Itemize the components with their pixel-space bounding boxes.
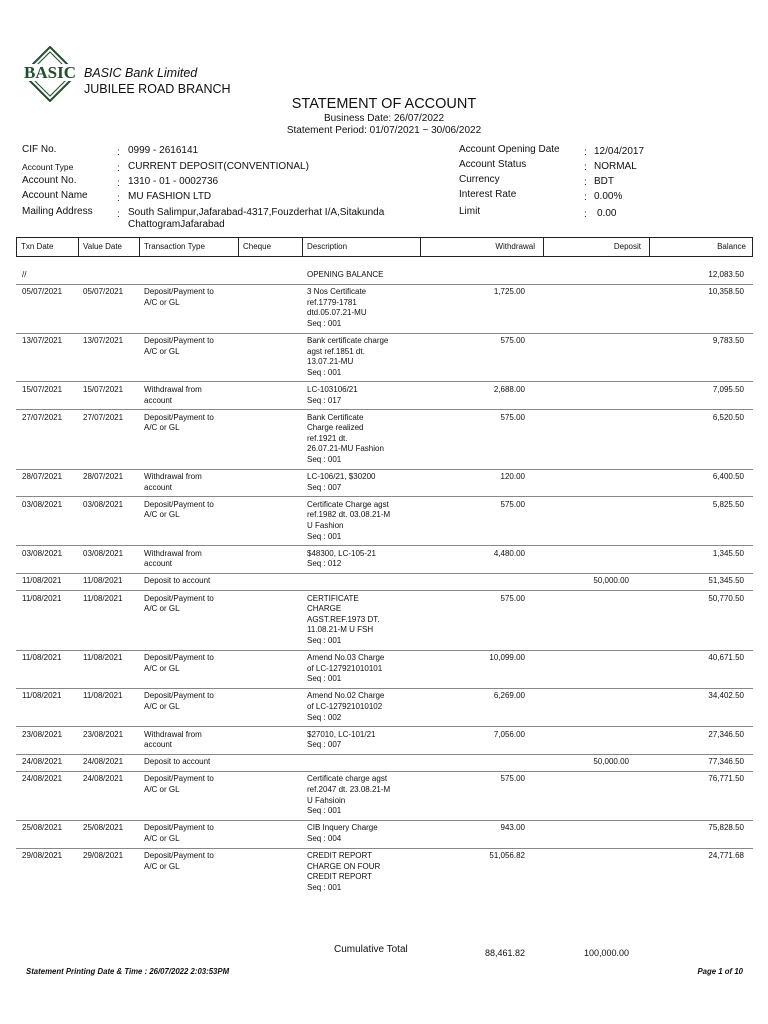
description-cell: CHARGE ON FOUR — [307, 861, 381, 871]
value-date-cell: 11/08/2021 — [83, 576, 123, 586]
account-field-label: Limit — [459, 206, 481, 217]
value-date-cell: 15/07/2021 — [83, 384, 124, 394]
transaction-type-cell: account — [144, 395, 173, 405]
field-separator: : — [117, 209, 120, 220]
description-cell: Seq : 017 — [307, 395, 342, 405]
description-cell: CREDIT REPORT — [307, 851, 373, 860]
description-cell: Bank certificate charge — [307, 336, 389, 345]
withdrawal-cell: 575.00 — [500, 593, 525, 603]
transaction-type-cell: A/C or GL — [144, 861, 180, 871]
field-separator: : — [117, 147, 120, 158]
value-date-cell: 24/08/2021 — [83, 774, 124, 784]
transaction-type-cell: A/C or GL — [144, 833, 180, 843]
withdrawal-cell: 575.00 — [500, 336, 525, 345]
description-cell: Amend No.03 Charge — [307, 653, 385, 662]
description-cell: 13.07.21-MU — [307, 357, 354, 367]
col-header-withdrawal: Withdrawal — [421, 238, 544, 256]
description-cell: Seq : 001 — [307, 806, 342, 816]
bank-name: BASIC Bank Limited — [84, 66, 198, 80]
description-cell: ref.1982 dt. 03.08.21-M — [307, 510, 391, 520]
balance-cell: 75,828.50 — [708, 823, 744, 833]
description-cell: ref.1779-1781 — [307, 297, 357, 307]
balance-cell: 10,358.50 — [708, 287, 744, 297]
account-field-label: Interest Rate — [459, 189, 517, 200]
description-cell: AGST.REF.1973 DT. — [307, 614, 380, 624]
description-cell: Bank Certificate — [307, 412, 364, 422]
description-cell: LC-103106/21 — [307, 384, 358, 394]
description-cell: 11.08.21-M U FSH — [307, 625, 374, 635]
account-field-value-line2: ChattogramJafarabad — [128, 219, 225, 230]
withdrawal-cell: 51,056.82 — [489, 851, 525, 860]
value-date-cell: 28/07/2021 — [83, 472, 124, 482]
withdrawal-cell: 4,480.00 — [493, 548, 525, 558]
value-date-cell: 11/08/2021 — [83, 653, 123, 662]
row-separator — [16, 771, 753, 772]
statement-period: Statement Period: 01/07/2021 ~ 30/06/2022 — [286, 125, 482, 136]
balance-cell: 27,346.50 — [708, 729, 744, 739]
total-withdrawal: 88,461.82 — [484, 948, 525, 958]
transaction-type-cell: account — [144, 559, 173, 569]
field-separator: : — [584, 209, 587, 220]
withdrawal-cell: 575.00 — [500, 774, 525, 784]
row-separator — [16, 496, 753, 497]
balance-cell: 76,771.50 — [708, 774, 744, 784]
logo-text: BASIC — [24, 63, 76, 82]
description-cell: U Fashion — [307, 521, 344, 530]
balance-cell: 1,345.50 — [712, 548, 744, 558]
description-cell: Seq : 012 — [307, 559, 342, 569]
txn-date-cell: 25/08/2021 — [22, 823, 63, 833]
account-field-label: Account Opening Date — [459, 144, 560, 155]
col-header-value-date: Value Date — [79, 238, 140, 256]
balance-cell: 5,825.50 — [712, 499, 744, 509]
transaction-type-cell: A/C or GL — [144, 297, 180, 307]
col-header-deposit: Deposit — [544, 238, 650, 256]
description-cell: U Fahsioin — [307, 795, 346, 805]
description-cell: dtd.05.07.21-MU — [307, 308, 367, 318]
field-separator: : — [117, 193, 120, 204]
balance-cell: 40,671.50 — [708, 653, 744, 662]
withdrawal-cell: 575.00 — [500, 412, 525, 422]
value-date-cell: 03/08/2021 — [83, 548, 124, 558]
txn-date-cell: 29/08/2021 — [22, 851, 63, 860]
description-cell: LC-106/21, $30200 — [307, 472, 376, 482]
field-separator: : — [584, 177, 587, 188]
account-field-value: NORMAL — [594, 161, 637, 172]
description-cell: Amend No.02 Charge — [307, 691, 385, 701]
description-cell: of LC-127921010101 — [307, 663, 383, 673]
balance-cell: 12,083.50 — [708, 270, 744, 279]
txn-date-cell: 28/07/2021 — [22, 472, 63, 482]
description-cell: Seq : 002 — [307, 712, 342, 722]
account-field-label: Currency — [459, 174, 500, 185]
description-cell: Seq : 001 — [307, 635, 342, 645]
row-separator — [16, 409, 753, 410]
description-cell: of LC-127921010102 — [307, 701, 383, 711]
account-field-value: BDT — [594, 176, 614, 187]
description-cell: Seq : 004 — [307, 833, 342, 843]
account-field-label: Account Status — [459, 159, 527, 170]
account-field-value: 0999 - 2616141 — [128, 145, 199, 156]
row-separator — [16, 726, 753, 727]
deposit-cell: 50,000.00 — [593, 576, 629, 586]
description-cell: Seq : 001 — [307, 531, 342, 541]
value-date-cell: 29/08/2021 — [83, 851, 124, 860]
balance-cell: 51,345.50 — [708, 576, 744, 586]
withdrawal-cell: 10,099.00 — [489, 653, 525, 662]
row-separator — [16, 590, 753, 591]
row-separator — [16, 545, 753, 546]
txn-date-cell: 11/08/2021 — [22, 691, 62, 701]
bank-logo — [22, 46, 78, 102]
txn-date-cell: 11/08/2021 — [22, 576, 62, 586]
balance-cell: 50,770.50 — [708, 593, 744, 603]
row-separator — [16, 381, 753, 382]
description-cell: OPENING BALANCE — [307, 270, 384, 279]
field-separator: : — [117, 163, 120, 174]
withdrawal-cell: 2,688.00 — [493, 384, 525, 394]
row-separator — [16, 754, 753, 755]
value-date-cell: 25/08/2021 — [83, 823, 124, 833]
col-header-balance: Balance — [717, 242, 746, 251]
account-field-value: 0.00 — [597, 208, 617, 219]
description-cell: Seq : 001 — [307, 882, 342, 892]
transaction-type-cell: Deposit/Payment to — [144, 499, 214, 509]
transaction-type-cell: Deposit to account — [144, 576, 211, 586]
account-field-value: 1310 - 01 - 0002736 — [128, 176, 219, 187]
account-field-label: Account Name — [22, 190, 88, 201]
balance-cell: 77,346.50 — [708, 757, 744, 767]
row-separator — [16, 688, 753, 689]
field-separator: : — [117, 178, 120, 189]
value-date-cell: 27/07/2021 — [83, 412, 124, 422]
value-date-cell: 11/08/2021 — [83, 593, 123, 603]
description-cell: Seq : 007 — [307, 482, 342, 492]
field-separator: : — [584, 147, 587, 158]
description-cell: $27010, LC-101/21 — [307, 729, 376, 739]
transaction-type-cell: A/C or GL — [144, 663, 180, 673]
description-cell: 26.07.21-MU Fashion — [307, 444, 384, 454]
txn-date-cell: 05/07/2021 — [22, 287, 63, 297]
txn-date-cell: 23/08/2021 — [22, 729, 63, 739]
value-date-cell: 05/07/2021 — [83, 287, 124, 297]
description-cell: CREDIT REPORT — [307, 872, 373, 882]
printing-datetime: Statement Printing Date & Time : 26/07/2022 2:03:53PM — [26, 967, 230, 976]
description-cell: ref.2047 dt. 23.08.21-M — [307, 785, 391, 794]
transaction-type-cell: A/C or GL — [144, 423, 180, 433]
account-field-label: Mailing Address — [22, 206, 93, 217]
transaction-type-cell: Deposit/Payment to — [144, 851, 214, 860]
txn-date-cell: 13/07/2021 — [22, 336, 63, 345]
transaction-type-cell: Deposit/Payment to — [144, 653, 214, 662]
txn-date-cell: 11/08/2021 — [22, 593, 62, 603]
value-date-cell: 03/08/2021 — [83, 499, 124, 509]
account-field-value: 12/04/2017 — [594, 146, 645, 157]
value-date-cell: 24/08/2021 — [83, 757, 124, 767]
txn-date-cell: 11/08/2021 — [22, 653, 62, 662]
description-cell: $48300, LC-105-21 — [307, 548, 376, 558]
transaction-type-cell: Deposit/Payment to — [144, 823, 214, 833]
row-separator — [16, 573, 753, 574]
col-header-txn-date: Txn Date — [17, 238, 79, 256]
transaction-type-cell: A/C or GL — [144, 785, 180, 794]
statement-title: STATEMENT OF ACCOUNT — [291, 96, 477, 112]
transaction-type-cell: Deposit/Payment to — [144, 593, 214, 603]
balance-cell: 24,771.68 — [708, 851, 744, 860]
description-cell: Charge realized — [307, 423, 364, 433]
balance-cell: 6,400.50 — [712, 472, 744, 482]
withdrawal-cell: 575.00 — [500, 499, 525, 509]
col-header-cheque: Cheque — [239, 238, 303, 256]
field-separator: : — [584, 192, 587, 203]
txn-date-cell: // — [22, 270, 27, 279]
transaction-type-cell: Withdrawal from — [144, 729, 202, 739]
row-separator — [16, 650, 753, 651]
transaction-type-cell: Deposit/Payment to — [144, 336, 214, 345]
transaction-type-cell: Deposit/Payment to — [144, 287, 214, 297]
transaction-type-cell: Deposit/Payment to — [144, 412, 214, 422]
cumulative-total-label: Cumulative Total — [334, 944, 408, 955]
transaction-type-cell: A/C or GL — [144, 510, 180, 520]
txn-date-cell: 03/08/2021 — [22, 548, 63, 558]
col-header-transaction-type: Transaction Type — [140, 238, 239, 256]
description-cell: 3 Nos Certificate — [307, 287, 367, 297]
withdrawal-cell: 6,269.00 — [493, 691, 525, 701]
withdrawal-cell: 1,725.00 — [493, 287, 525, 297]
transaction-type-cell: Withdrawal from — [144, 384, 202, 394]
value-date-cell: 11/08/2021 — [83, 691, 123, 701]
description-cell: Certificate Charge agst — [307, 499, 389, 509]
txn-date-cell: 03/08/2021 — [22, 499, 63, 509]
balance-cell: 6,520.50 — [712, 412, 744, 422]
balance-cell: 7,095.50 — [712, 384, 744, 394]
withdrawal-cell: 7,056.00 — [493, 729, 525, 739]
description-cell: agst ref.1851 dt. — [307, 346, 365, 356]
transaction-type-cell: Deposit/Payment to — [144, 774, 214, 784]
description-cell: Seq : 001 — [307, 455, 342, 464]
field-separator: : — [584, 162, 587, 173]
withdrawal-cell: 943.00 — [500, 823, 525, 833]
value-date-cell: 23/08/2021 — [83, 729, 124, 739]
deposit-cell: 50,000.00 — [593, 757, 629, 767]
transaction-type-cell: account — [144, 482, 173, 492]
row-separator — [16, 469, 753, 470]
description-cell: CIB Inquery Charge — [307, 823, 378, 833]
description-cell: Seq : 001 — [307, 318, 342, 328]
col-header-description: Description — [303, 238, 421, 256]
row-separator — [16, 284, 753, 285]
value-date-cell: 13/07/2021 — [83, 336, 124, 345]
balance-cell: 9,783.50 — [712, 336, 744, 345]
account-field-value: 0.00% — [594, 191, 623, 202]
txn-date-cell: 24/08/2021 — [22, 757, 63, 767]
account-field-value: CURRENT DEPOSIT(CONVENTIONAL) — [128, 161, 309, 172]
row-separator — [16, 848, 753, 849]
business-date: Business Date: 26/07/2022 — [323, 113, 445, 124]
description-cell: CERTIFICATE — [307, 593, 359, 603]
branch-name: JUBILEE ROAD BRANCH — [84, 82, 231, 96]
account-field-value: MU FASHION LTD — [128, 191, 212, 202]
transaction-type-cell: A/C or GL — [144, 701, 180, 711]
txn-date-cell: 27/07/2021 — [22, 412, 63, 422]
txn-date-cell: 15/07/2021 — [22, 384, 63, 394]
transaction-type-cell: Deposit to account — [144, 757, 211, 767]
page-number: Page 1 of 10 — [697, 967, 743, 976]
description-cell: Seq : 007 — [307, 740, 342, 750]
description-cell: ref.1921 dt. — [307, 433, 348, 443]
transaction-type-cell: account — [144, 740, 173, 750]
account-field-label: CIF No. — [22, 144, 57, 155]
description-cell: CHARGE — [307, 604, 342, 614]
withdrawal-cell: 120.00 — [500, 472, 525, 482]
description-cell: Certificate charge agst — [307, 774, 388, 784]
account-field-label: Account No. — [22, 175, 77, 186]
transaction-type-cell: Withdrawal from — [144, 472, 202, 482]
transaction-type-cell: A/C or GL — [144, 346, 180, 356]
transactions-table-header — [16, 237, 753, 257]
transaction-type-cell: Withdrawal from — [144, 548, 202, 558]
row-separator — [16, 820, 753, 821]
balance-cell: 34,402.50 — [708, 691, 744, 701]
total-deposit: 100,000.00 — [583, 948, 629, 958]
account-field-label: Account Type — [22, 162, 74, 172]
row-separator — [16, 333, 753, 334]
txn-date-cell: 24/08/2021 — [22, 774, 63, 784]
account-field-value: South Salimpur,Jafarabad-4317,Fouzderhat I/A,Sitakunda — [128, 207, 385, 218]
transaction-type-cell: Deposit/Payment to — [144, 691, 214, 701]
description-cell: Seq : 001 — [307, 367, 342, 377]
transaction-type-cell: A/C or GL — [144, 604, 180, 614]
description-cell: Seq : 001 — [307, 674, 342, 684]
